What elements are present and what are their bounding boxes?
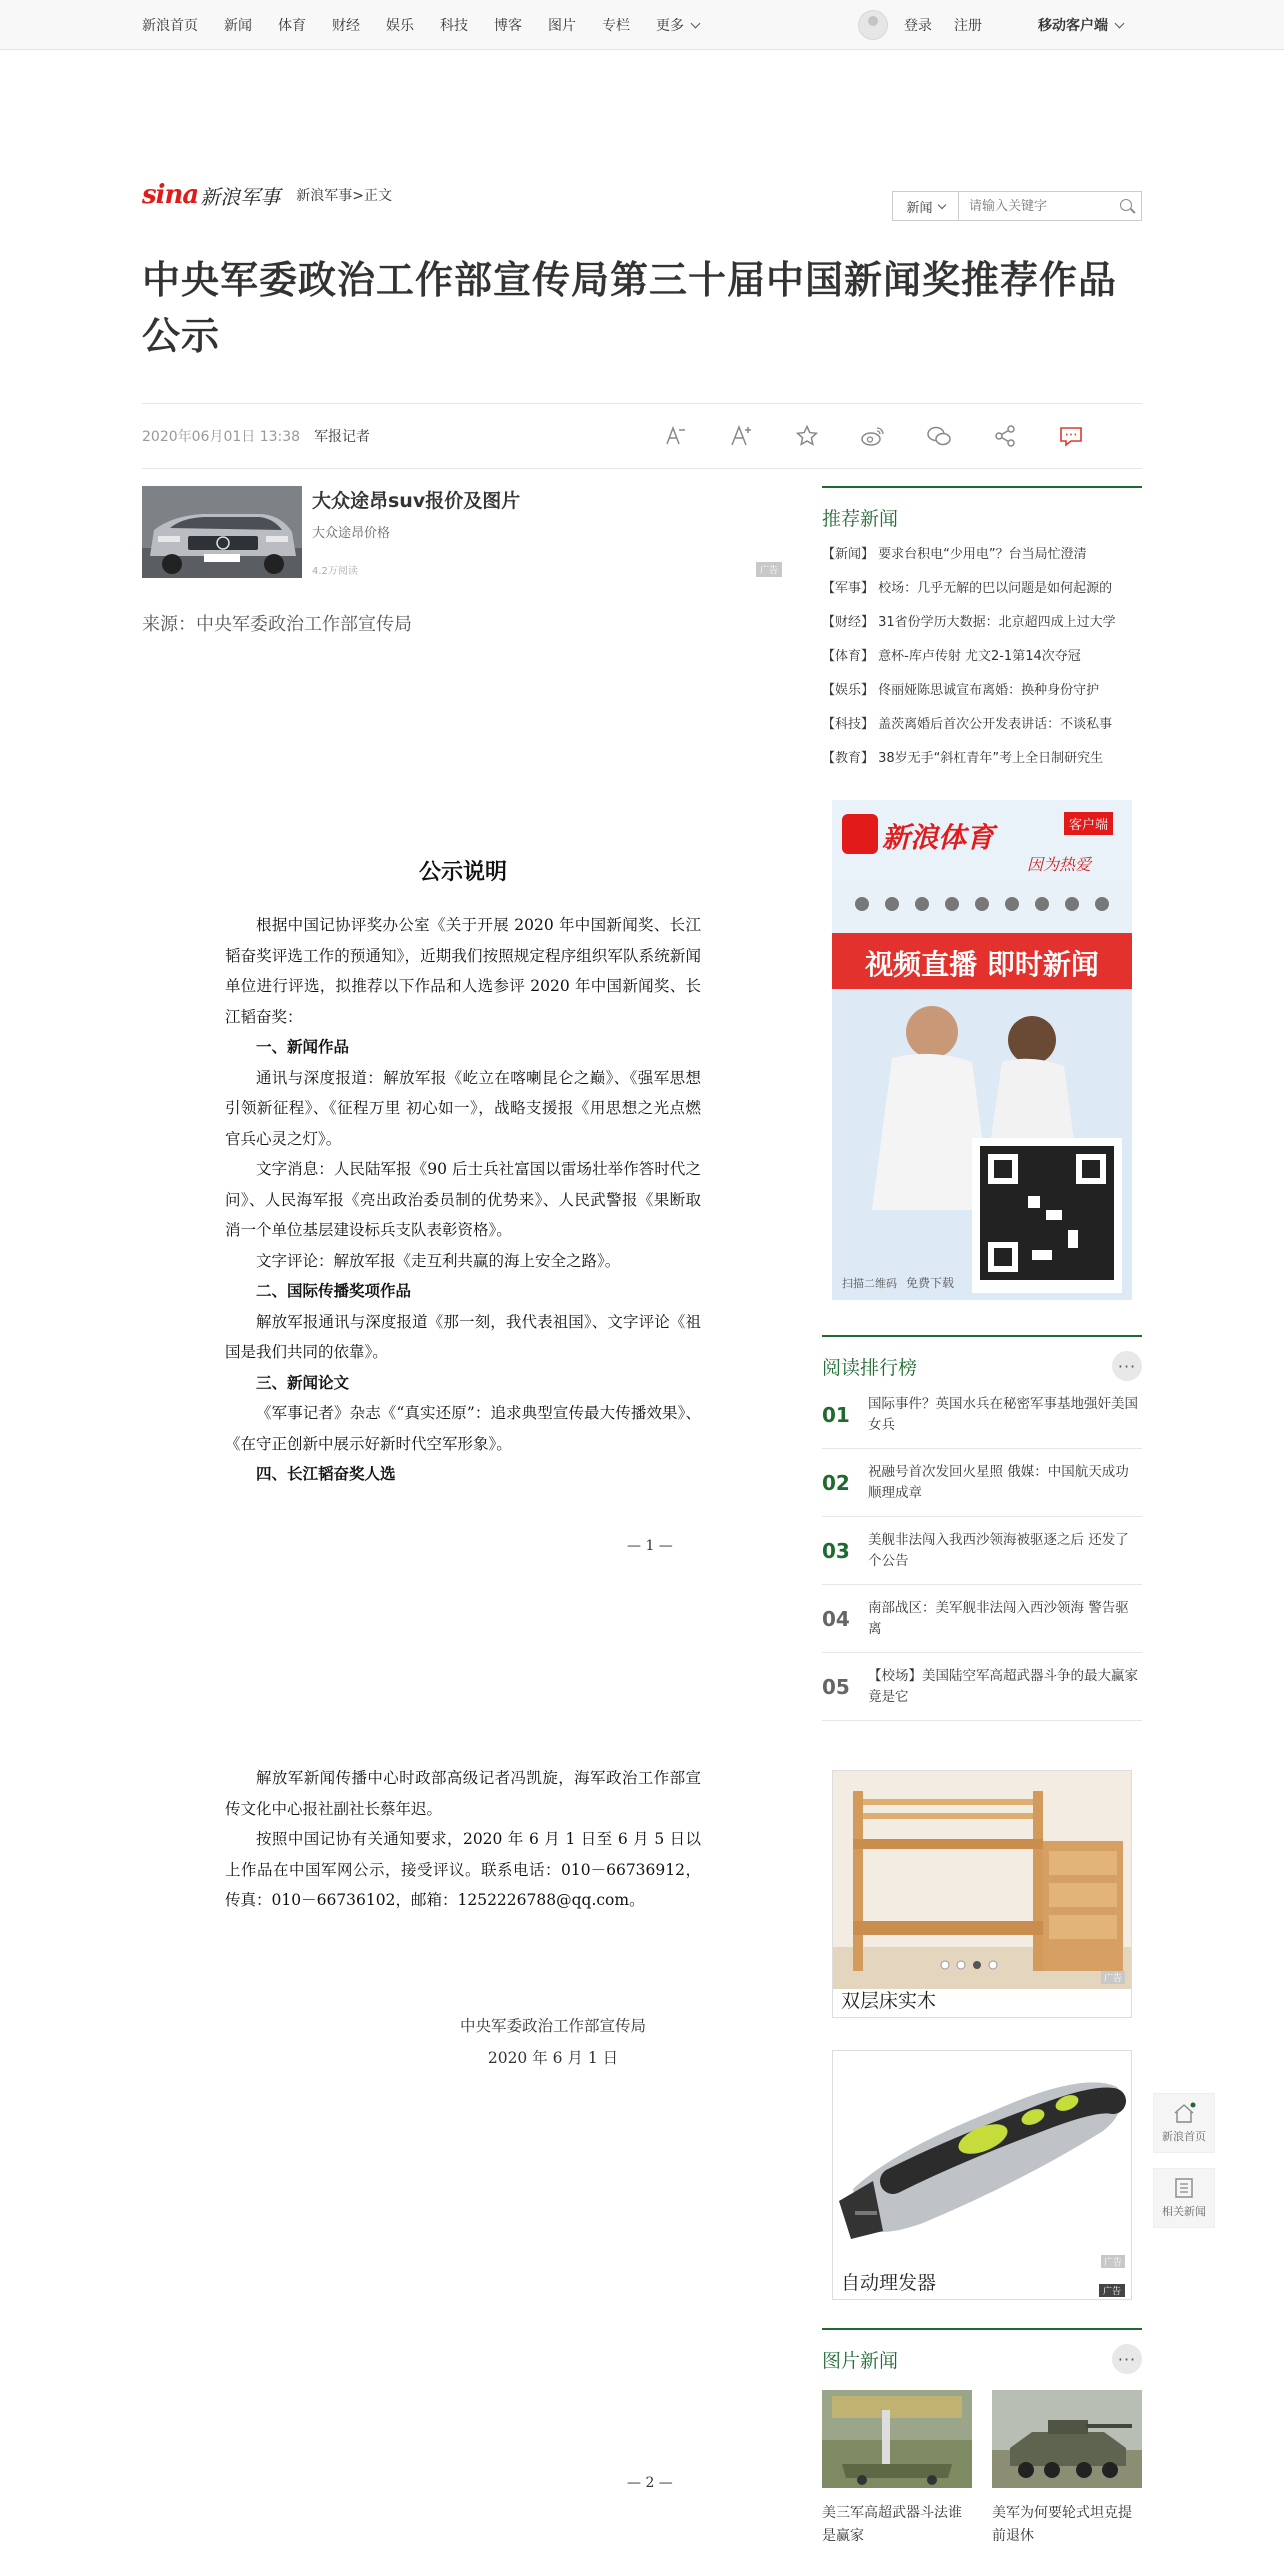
car-ad-reads: 4.2万阅读 [312, 566, 358, 577]
rec-news-item[interactable]: 【体育】 意杯-库卢传射 尤文2-1第14次夺冠 [822, 649, 1081, 664]
comment-icon[interactable] [1038, 404, 1104, 468]
rank-text[interactable]: 南部战区：美军舰非法闯入西沙领海 警告驱离 [868, 1599, 1129, 1637]
doc-section-heading: 三、新闻论文 [256, 1372, 350, 1392]
photo-news-item[interactable] [822, 2390, 972, 2548]
rank-list [822, 1381, 1142, 1721]
nav-link-blog[interactable]: 博客 [494, 18, 522, 34]
rank-text[interactable]: 【校场】美国陆空军高超武器斗争的最大赢家竟是它 [868, 1667, 1138, 1705]
sports-ad-free: 免费下载 [906, 1276, 955, 1290]
photo-news-list [822, 2390, 1142, 2548]
ad-tag: 广告 [1099, 2284, 1125, 2297]
bed-ad-image [833, 1771, 1132, 1989]
sports-ad-slogan: 因为热爱 [1027, 855, 1092, 874]
rank-number: 04 [822, 1606, 850, 1631]
reading-rank [822, 1335, 1142, 1721]
sports-ad-brand: 新浪体育 [882, 821, 995, 854]
trimmer-ad[interactable] [832, 2050, 1132, 2300]
chevron-down-icon [691, 18, 701, 28]
rec-news-item[interactable]: 【新闻】 要求台积电“少用电”？台当局忙澄清 [822, 547, 1087, 562]
rec-news-item[interactable]: 【军事】 校场：几乎无解的巴以问题是如何起源的 [822, 581, 1113, 596]
photo-news-header [822, 2328, 1142, 2374]
article-meta-bar [142, 403, 1142, 469]
rec-news-item[interactable]: 【娱乐】 佟丽娅陈思诚宣布离婚：换种身份守护 [822, 683, 1100, 698]
doc-paragraph: 通讯与深度报道：解放军报《屹立在喀喇昆仑之巅》、《强军思想引领新征程》、《征程万里 初心如一》，战略支援报《用思想之光点燃官兵心灵之灯》。 [225, 1068, 701, 1148]
ad-tag: 广告 [1101, 1971, 1125, 1984]
rec-news-item[interactable]: 【科技】 盖茨离婚后首次公开发表讲话：不谈私事 [822, 717, 1113, 732]
nav-link-ent[interactable]: 娱乐 [386, 18, 414, 34]
sports-ad-client: 客户端 [1064, 812, 1113, 835]
rank-item[interactable] [822, 1449, 1142, 1517]
breadcrumb[interactable]: 新浪军事>正文 [296, 188, 392, 204]
bed-ad[interactable] [832, 1770, 1132, 2018]
document-page-1 [225, 855, 701, 1490]
nav-more-dropdown[interactable] [656, 15, 699, 35]
search-input[interactable] [959, 199, 1113, 214]
rec-news-title: 推荐新闻 [822, 507, 899, 530]
rec-news-item[interactable]: 【财经】 31省份学历大数据：北京超四成上过大学 [822, 615, 1116, 630]
page-number: — 1 — [627, 1538, 673, 1554]
home-icon [1172, 2102, 1196, 2124]
rank-title: 阅读排行榜 [822, 1356, 918, 1379]
car-ad-title[interactable]: 大众途昂suv报价及图片 [312, 490, 521, 512]
doc-paragraph: 《军事记者》杂志《“真实还原”：追求典型宣传最大传播效果》、《在守正创新中展示好新时代空军形象》。 [225, 1404, 701, 1453]
nav-link-column[interactable]: 专栏 [602, 18, 630, 34]
login-link[interactable]: 登录 [904, 18, 932, 34]
weibo-icon[interactable] [840, 404, 906, 468]
doc-section-heading: 四、长江韬奋奖人选 [256, 1464, 396, 1483]
rank-number: 05 [822, 1674, 850, 1699]
float-home-label: 新浪首页 [1162, 2130, 1206, 2143]
more-dots-icon[interactable]: ··· [1112, 2344, 1142, 2374]
doc-paragraph: 解放军报通讯与深度报道《那一刻，我代表祖国》、文字评论《祖国是我们共同的依靠》。 [225, 1312, 701, 1361]
photo-missile-image [822, 2390, 972, 2488]
mobile-client-label: 移动客户端 [1038, 18, 1108, 34]
nav-link-sports[interactable]: 体育 [278, 18, 306, 34]
trimmer-ad-image [833, 2051, 1132, 2300]
register-link[interactable]: 注册 [954, 18, 982, 34]
nav-link-finance[interactable]: 财经 [332, 18, 360, 34]
font-increase-icon[interactable] [708, 404, 774, 468]
trimmer-ad-caption[interactable]: 自动理发器 [841, 2272, 937, 2294]
sports-ad-banner: 视频直播 即时新闻 [865, 948, 1099, 981]
site-logo-area [142, 180, 392, 210]
sports-ad-scan: 扫描二维码 [842, 1277, 897, 1290]
nav-link-tech[interactable]: 科技 [440, 18, 468, 34]
document-heading: 公示说明 [418, 860, 507, 885]
wechat-icon[interactable] [906, 404, 972, 468]
rank-item[interactable] [822, 1381, 1142, 1449]
article-tools [642, 404, 1104, 468]
rank-item[interactable] [822, 1585, 1142, 1653]
article-date: 2020年06月01日 13:38 [142, 429, 301, 445]
doc-paragraph: 根据中国记协评奖办公室《关于开展 2020 年中国新闻奖、长江韬奋奖评选工作的预通知》，近期我们按照规定程序组织军队系统新闻单位进行评选，拟推荐以下作品和人选参评 2020 年中国新闻奖、长江韬奋奖： [225, 916, 701, 1026]
search-category-select[interactable] [893, 192, 959, 220]
star-icon[interactable] [774, 404, 840, 468]
search-category-label: 新闻 [906, 200, 933, 216]
car-ad-image[interactable] [142, 486, 302, 578]
sponsored-car-ad[interactable] [142, 486, 782, 578]
rank-header [822, 1335, 1142, 1381]
rec-news-header [822, 486, 1142, 532]
rank-item[interactable] [822, 1653, 1142, 1721]
rank-text[interactable]: 国际事件？英国水兵在秘密军事基地强奸美国女兵 [868, 1395, 1138, 1433]
doc-paragraph: 文字评论：解放军报《走互利共赢的海上安全之路》。 [256, 1251, 621, 1270]
doc-section-heading: 二、国际传播奖项作品 [256, 1281, 412, 1300]
photo-news-title: 图片新闻 [822, 2349, 899, 2372]
rank-text[interactable]: 美舰非法闯入我西沙领海被驱逐之后 还发了个公告 [868, 1531, 1129, 1569]
float-related-button[interactable] [1153, 2168, 1215, 2228]
sign-org: 中央军委政治工作部宣传局 [459, 2017, 646, 2035]
photo-tank-image [992, 2390, 1142, 2488]
article-source-line: 来源：中央军委政治工作部宣传局 [142, 614, 412, 635]
top-nav [0, 0, 1284, 50]
page-number: — 2 — [627, 2475, 673, 2491]
ad-tag: 广告 [756, 562, 782, 577]
nav-more-label: 更多 [656, 18, 684, 34]
rank-number: 03 [822, 1538, 850, 1563]
doc-paragraph: 按照中国记协有关通知要求，2020 年 6 月 1 日至 6 月 5 日以上作品在中国军网公示，接受评议。联系电话：010－66736912，传真：010－66736102，邮箱：1252226788@qq.com。 [225, 1830, 701, 1909]
mobile-client-dropdown[interactable] [1038, 15, 1123, 35]
photo-news [822, 2328, 1142, 2548]
font-decrease-icon[interactable] [642, 404, 708, 468]
search-box [892, 191, 1142, 221]
sina-sports-ad[interactable] [832, 800, 1132, 1300]
rank-item[interactable] [822, 1517, 1142, 1585]
document-page-2 [225, 1763, 701, 1916]
rank-number: 02 [822, 1470, 850, 1495]
nav-link-photo[interactable]: 图片 [548, 18, 576, 34]
doc-paragraph: 文字消息：人民陆军报《90 后士兵社富国以雷场壮举作答时代之问》、人民海军报《亮出政治委员制的优势来》、人民武警报《果断取消一个单位基层建设标兵支队表彰资格》。 [225, 1160, 701, 1239]
rank-text[interactable]: 祝融号首次发回火星照 俄媒：中国航天成功顺理成章 [868, 1463, 1129, 1501]
car-ad-desc: 大众途昂价格 [312, 526, 391, 541]
chevron-down-icon [937, 200, 945, 208]
share-icon[interactable] [972, 404, 1038, 468]
photo-news-item[interactable] [992, 2390, 1142, 2548]
sports-ad-graphic [832, 800, 1132, 1300]
rec-news-item[interactable]: 【教育】 38岁无手“斜杠青年”考上全日制研究生 [822, 751, 1104, 766]
article-title: 中央军委政治工作部宣传局第三十届中国新闻奖推荐作品公示 [142, 258, 1118, 358]
rank-number: 01 [822, 1402, 850, 1427]
user-nav [858, 0, 1123, 50]
nav-link-news[interactable]: 新闻 [224, 18, 252, 34]
bed-ad-caption[interactable]: 双层床实木 [841, 1990, 937, 2012]
sign-date: 2020 年 6 月 1 日 [487, 2049, 619, 2067]
ad-tag: 广告 [1101, 2255, 1125, 2268]
doc-paragraph: 解放军新闻传播中心时政部高级记者冯凯旋，海军政治工作部宣传文化中心报社副社长蔡年迟。 [225, 1769, 701, 1818]
photo-caption[interactable]: 美军为何要轮式坦克提前退休 [992, 2505, 1132, 2544]
document-icon [1174, 2177, 1194, 2199]
search-icon[interactable] [1113, 192, 1141, 220]
photo-caption[interactable]: 美三军高超武器斗法谁是赢家 [822, 2505, 962, 2544]
doc-section-heading: 一、新闻作品 [256, 1037, 350, 1056]
more-dots-icon[interactable]: ··· [1112, 1351, 1142, 1381]
avatar[interactable] [858, 10, 888, 40]
nav-links [142, 0, 725, 50]
rec-news-list [822, 538, 1142, 776]
sina-logo[interactable]: sina [142, 180, 199, 210]
float-related-label: 相关新闻 [1162, 2205, 1206, 2218]
channel-logo[interactable]: 新浪军事 [200, 184, 281, 209]
float-home-button[interactable] [1153, 2093, 1215, 2153]
sidebar [822, 486, 1142, 776]
chevron-down-icon [1115, 18, 1125, 28]
article-source-link[interactable]: 军报记者 [314, 429, 371, 445]
nav-link-home[interactable]: 新浪首页 [142, 18, 198, 34]
document-signature [380, 2010, 726, 2074]
